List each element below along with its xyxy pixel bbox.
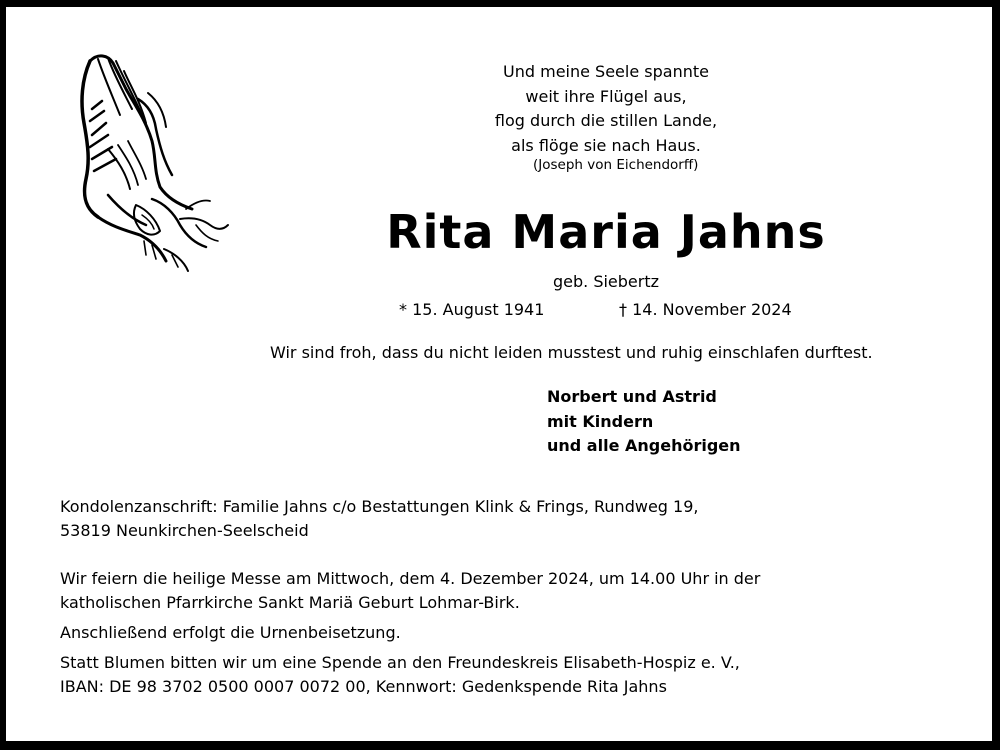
- mourner-line: mit Kindern: [547, 411, 654, 431]
- condolence-address: [60, 495, 698, 543]
- mass-announcement: [60, 567, 760, 615]
- burial-note: [60, 621, 401, 645]
- condolence-line: Kondolenzanschrift: Familie Jahns c/o Bestattungen Klink & Frings, Rundweg 19,: [60, 497, 699, 516]
- condolence-line: 53819 Neunkirchen-Seelscheid: [60, 521, 309, 540]
- poem-line: flog durch die stillen Lande,: [494, 111, 718, 130]
- death-date: † 14. November 2024: [619, 300, 792, 319]
- burial-text: Anschließend erfolgt die Urnenbeisetzung.: [60, 623, 401, 642]
- poem-line: Und meine Seele spannte: [503, 62, 709, 81]
- donation-line: IBAN: DE 98 3702 0500 0007 0072 00, Kennwort: Gedenkspende Rita Jahns: [60, 677, 667, 696]
- obituary-notice: [6, 7, 992, 741]
- mourner-line: und alle Angehörigen: [547, 436, 741, 455]
- donation-request: [60, 651, 740, 699]
- poem-source: (Joseph von Eichendorff): [533, 157, 699, 173]
- poem-line: weit ihre Flügel aus,: [525, 86, 687, 106]
- mourner-line: Norbert und Astrid: [547, 387, 717, 406]
- poem-line: als flöge sie nach Haus.: [511, 135, 701, 155]
- birth-date: * 15. August 1941: [399, 300, 545, 319]
- mass-line: Wir feiern die heilige Messe am Mittwoch, dem 4. Dezember 2024, um 14.00 Uhr in der: [60, 569, 761, 588]
- donation-line: Statt Blumen bitten wir um eine Spende an den Freundeskreis Elisabeth-Hospiz e. V.,: [60, 653, 740, 672]
- deceased-name: Rita Maria Jahns: [386, 205, 826, 259]
- birth-name: geb. Siebertz: [552, 272, 660, 291]
- mourners: [547, 385, 741, 459]
- farewell-text: Wir sind froh, dass du nicht leiden musstest und ruhig einschlafen durftest.: [270, 343, 873, 362]
- poem: [446, 60, 766, 158]
- mass-line: katholischen Pfarrkirche Sankt Mariä Geburt Lohmar-Birk.: [60, 593, 520, 612]
- praying-hands-icon: [68, 49, 233, 279]
